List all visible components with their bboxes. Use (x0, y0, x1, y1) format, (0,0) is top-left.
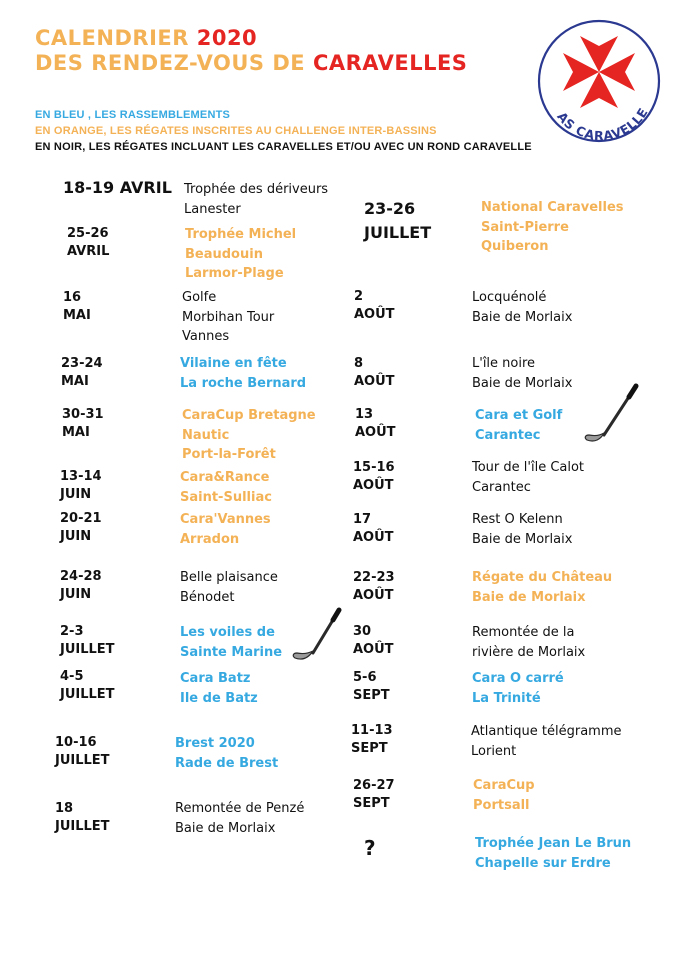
left-event-1: Trophée Michel Beaudouin Larmor-Plage (185, 227, 297, 281)
left-date-4: 30-31 MAI (62, 407, 104, 440)
right-event-1: Locquénolé Baie de Morlaix (472, 290, 573, 325)
right-event-2: L'île noire Baie de Morlaix (472, 356, 573, 391)
left-date-11: 18 JUILLET (55, 801, 110, 834)
right-event-11: Trophée Jean Le Brun Chapelle sur Erdre (475, 836, 632, 871)
left-event-6: Cara'Vannes Arradon (180, 512, 271, 547)
as-caravelle-logo (536, 18, 662, 144)
left-date-8: 2-3 JUILLET (60, 624, 115, 657)
right-date-7: 30 AOÛT (353, 624, 394, 657)
left-event-5: Cara&Rance Saint-Sulliac (180, 470, 272, 505)
right-date-3: 13 AOÛT (355, 407, 396, 440)
right-date-1: 2 AOÛT (354, 289, 395, 322)
right-event-9: Atlantique télégramme Lorient (471, 724, 622, 759)
right-date-6: 22-23 AOÛT (353, 570, 395, 603)
left-event-9: Cara Batz Ile de Batz (180, 671, 258, 706)
right-event-5: Rest O Kelenn Baie de Morlaix (472, 512, 573, 547)
left-date-0: 18-19 AVRIL (63, 178, 172, 197)
right-event-3: Cara et Golf Carantec (475, 408, 563, 443)
left-event-3: Vilaine en fête La roche Bernard (180, 356, 307, 391)
left-event-7: Belle plaisance Bénodet (180, 570, 278, 605)
legend-orange: EN ORANGE, LES RÉGATES INSCRITES AU CHALLENGE INTER-BASSINS (35, 125, 437, 137)
subtitle-name: CARAVELLES (312, 51, 468, 75)
left-event-4: CaraCup Bretagne Nautic Port-la-Forêt (182, 408, 316, 462)
right-event-10: CaraCup Portsall (473, 778, 535, 813)
left-event-10: Brest 2020 Rade de Brest (175, 736, 279, 771)
right-date-9: 11-13 SEPT (351, 723, 393, 756)
right-event-8: Cara O carré La Trinité (472, 671, 564, 706)
title-line-2 (35, 51, 467, 75)
title-year: 2020 (196, 26, 258, 50)
golf-club-icon (291, 607, 343, 663)
left-event-8: Les voiles de Sainte Marine (180, 625, 283, 660)
right-date-5: 17 AOÛT (353, 512, 394, 545)
left-date-6: 20-21 JUIN (60, 511, 102, 544)
left-date-7: 24-28 JUIN (60, 569, 102, 602)
left-date-1: 25-26 AVRIL (67, 226, 110, 259)
left-date-3: 23-24 MAI (61, 356, 103, 389)
left-date-2: 16 MAI (63, 290, 91, 323)
title-line-1 (35, 26, 257, 50)
left-event-11: Remontée de Penzé Baie de Morlaix (175, 801, 305, 836)
left-event-2: Golfe Morbihan Tour Vannes (182, 290, 275, 344)
right-date-4: 15-16 AOÛT (353, 460, 395, 493)
title-text: CALENDRIER (35, 26, 197, 50)
subtitle-text: DES RENDEZ-VOUS DE (35, 51, 313, 75)
left-date-9: 4-5 JUILLET (60, 669, 115, 702)
right-date-2: 8 AOÛT (354, 356, 395, 389)
legend-blue: EN BLEU , LES RASSEMBLEMENTS (35, 109, 231, 121)
right-date-10: 26-27 SEPT (353, 778, 395, 811)
left-event-0: Trophée des dériveurs Lanester (184, 182, 329, 217)
left-date-5: 13-14 JUIN (60, 469, 102, 502)
logo-text: AS CARAVELLE (554, 104, 651, 144)
right-date-11: ? (364, 836, 376, 860)
right-date-0: 23-26 JUILLET (364, 199, 432, 242)
right-event-4: Tour de l'île Calot Carantec (472, 460, 585, 495)
golf-club-icon (583, 383, 641, 447)
right-event-7: Remontée de la rivière de Morlaix (472, 625, 586, 660)
legend-black: EN NOIR, LES RÉGATES INCLUANT LES CARAVELLES ET/OU AVEC UN ROND CARAVELLE (35, 141, 532, 153)
right-event-0: National Caravelles Saint-Pierre Quiberon (481, 200, 624, 254)
right-date-8: 5-6 SEPT (353, 670, 390, 703)
right-event-6: Régate du Château Baie de Morlaix (472, 570, 613, 605)
left-date-10: 10-16 JUILLET (55, 735, 110, 768)
